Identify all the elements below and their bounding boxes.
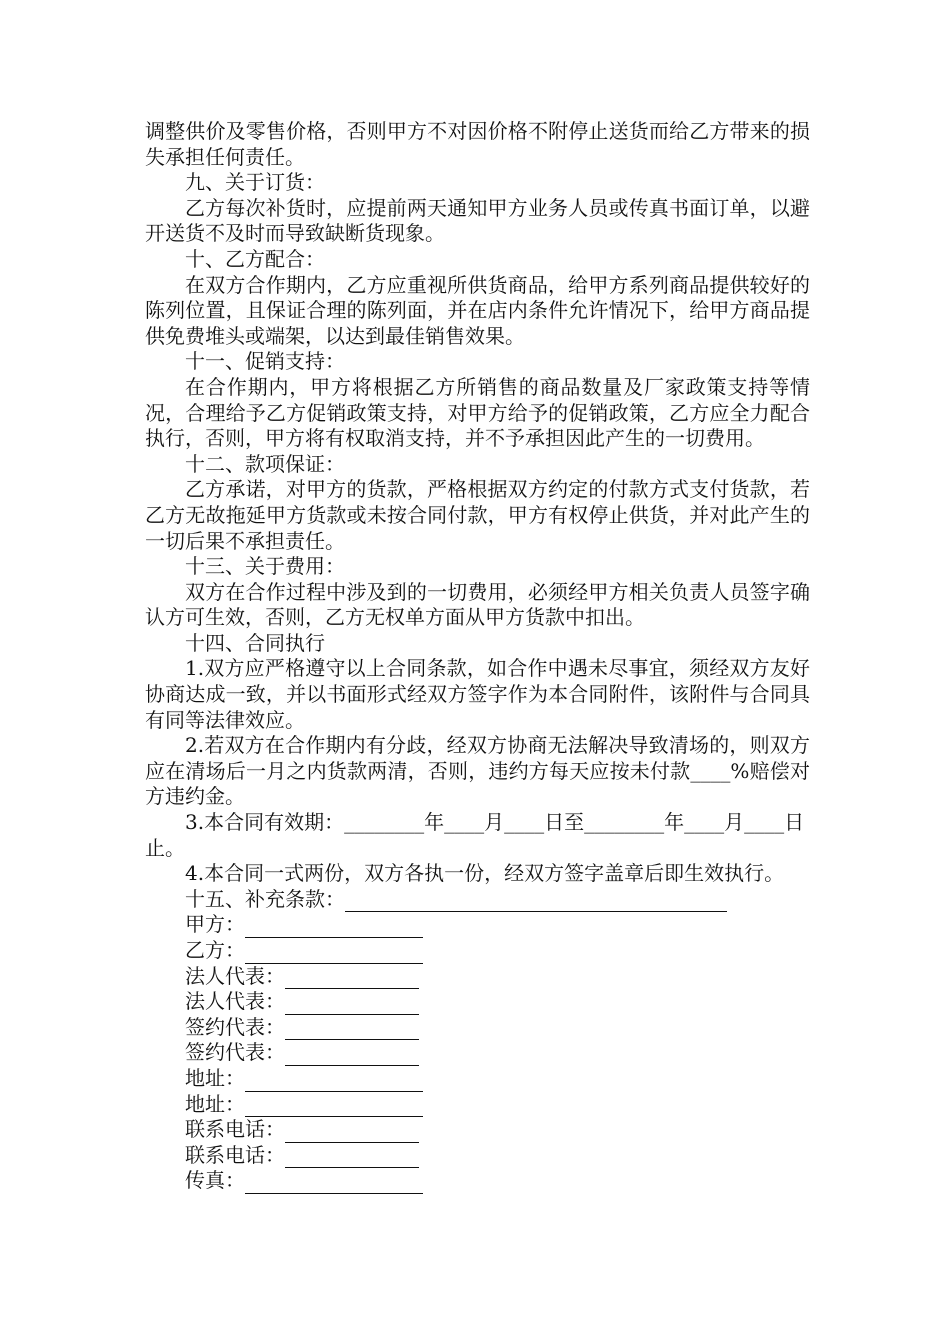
execution-item-1: 1.双方应严格遵守以上合同条款，如合作中遇未尽事宜，须经双方友好协商达成一致，并以书面形式经双方签字作为本合同附件，该附件与合同具有同等法律效应。 xyxy=(145,656,810,732)
section-heading-cooperation: 十、乙方配合： xyxy=(185,246,325,271)
execution-item-2: 2.若双方在合作期内有分歧，经双方协商无法解决导致清场的，则双方应在清场后一月之内货款两清，否则，违约方每天应按未付款____%赔偿对方违约金。 xyxy=(145,733,810,809)
sign-field-blank-line xyxy=(245,1097,423,1117)
section-heading-execution: 十四、合同执行 xyxy=(185,630,325,655)
contract-page xyxy=(145,119,810,1194)
sign-field-blank-line xyxy=(245,1072,423,1092)
sign-field-label: 签约代表： xyxy=(185,1040,285,1065)
section-heading-fees: 十三、关于费用： xyxy=(185,554,345,579)
sign-field-label: 联系电话： xyxy=(185,1142,285,1167)
section-body-fees: 双方在合作过程中涉及到的一切费用，必须经甲方相关负责人员签字确认方可生效，否则，乙方无权单方面从甲方货款中扣出。 xyxy=(145,579,810,630)
sign-field-blank-line xyxy=(285,1148,419,1168)
sign-field-label: 联系电话： xyxy=(185,1117,285,1142)
sign-field-blank-line xyxy=(285,1123,419,1143)
sign-field-row xyxy=(145,964,810,990)
signature-fields xyxy=(145,912,810,1194)
execution-item-3: 3.本合同有效期：________年____月____日至________年____月____日止。 xyxy=(145,810,805,860)
section-body-ordering: 乙方每次补货时，应提前两天通知甲方业务人员或传真书面订单，以避开送货不及时而导致缺断货现象。 xyxy=(145,195,810,246)
sign-field-row xyxy=(145,1066,810,1092)
sign-field-row xyxy=(145,1117,810,1143)
sign-field-label: 法人代表： xyxy=(185,989,285,1014)
section-heading-ordering: 九、关于订货： xyxy=(185,170,325,195)
sign-field-row xyxy=(145,1143,810,1169)
supplement-label: 十五、补充条款： xyxy=(185,886,345,911)
section-body-promotion: 在合作期内，甲方将根据乙方所销售的商品数量及厂家政策支持等情况，合理给予乙方促销政策支持，对甲方给予的促销政策，乙方应全力配合执行，否则，甲方将有权取消支持，并不予承担因此产生的一切费用。 xyxy=(145,374,810,451)
sign-field-label: 地址： xyxy=(185,1065,245,1090)
sign-field-label: 法人代表： xyxy=(185,963,285,988)
sign-field-label: 甲方： xyxy=(185,912,245,937)
sign-field-label: 地址： xyxy=(185,1091,245,1116)
sign-field-blank-line xyxy=(285,1020,419,1040)
sign-field-row xyxy=(145,989,810,1015)
sign-field-row xyxy=(145,1092,810,1118)
section-heading-promotion: 十一、促销支持： xyxy=(185,349,345,374)
sign-field-row xyxy=(145,1040,810,1066)
sign-field-blank-line xyxy=(245,918,423,938)
sign-field-blank-line xyxy=(285,1046,419,1066)
section-heading-payment: 十二、款项保证： xyxy=(185,451,345,476)
sign-field-row xyxy=(145,1015,810,1041)
sign-field-row xyxy=(145,938,810,964)
sign-field-row xyxy=(145,912,810,938)
sign-field-row xyxy=(145,1168,810,1194)
sign-field-blank-line xyxy=(245,1174,423,1194)
sign-field-label: 乙方： xyxy=(185,938,245,962)
sign-field-blank-line xyxy=(245,944,423,964)
supplement-blank-line xyxy=(345,892,727,912)
section-body-payment: 乙方承诺，对甲方的货款，严格根据双方约定的付款方式支付货款，若乙方无故拖延甲方货款或未按合同付款，甲方有权停止供货，并对此产生的一切后果不承担责任。 xyxy=(145,477,810,553)
execution-item-4: 4.本合同一式两份，双方各执一份，经双方签字盖章后即生效执行。 xyxy=(185,861,785,886)
sign-field-blank-line xyxy=(285,995,419,1015)
section-body-cooperation: 在双方合作期内，乙方应重视所供货商品，给甲方系列商品提供较好的陈列位置，且保证合理的陈列面，并在店内条件允许情况下，给甲方商品提供免费堆头或端架，以达到最佳销售效果。 xyxy=(145,272,810,348)
supplement-row xyxy=(145,887,810,913)
sign-field-label: 签约代表： xyxy=(185,1014,285,1039)
sign-field-label: 传真： xyxy=(185,1168,245,1193)
intro-paragraph: 调整供价及零售价格，否则甲方不对因价格不附停止送货而给乙方带来的损失承担任何责任。 xyxy=(145,119,810,169)
sign-field-blank-line xyxy=(285,969,419,989)
